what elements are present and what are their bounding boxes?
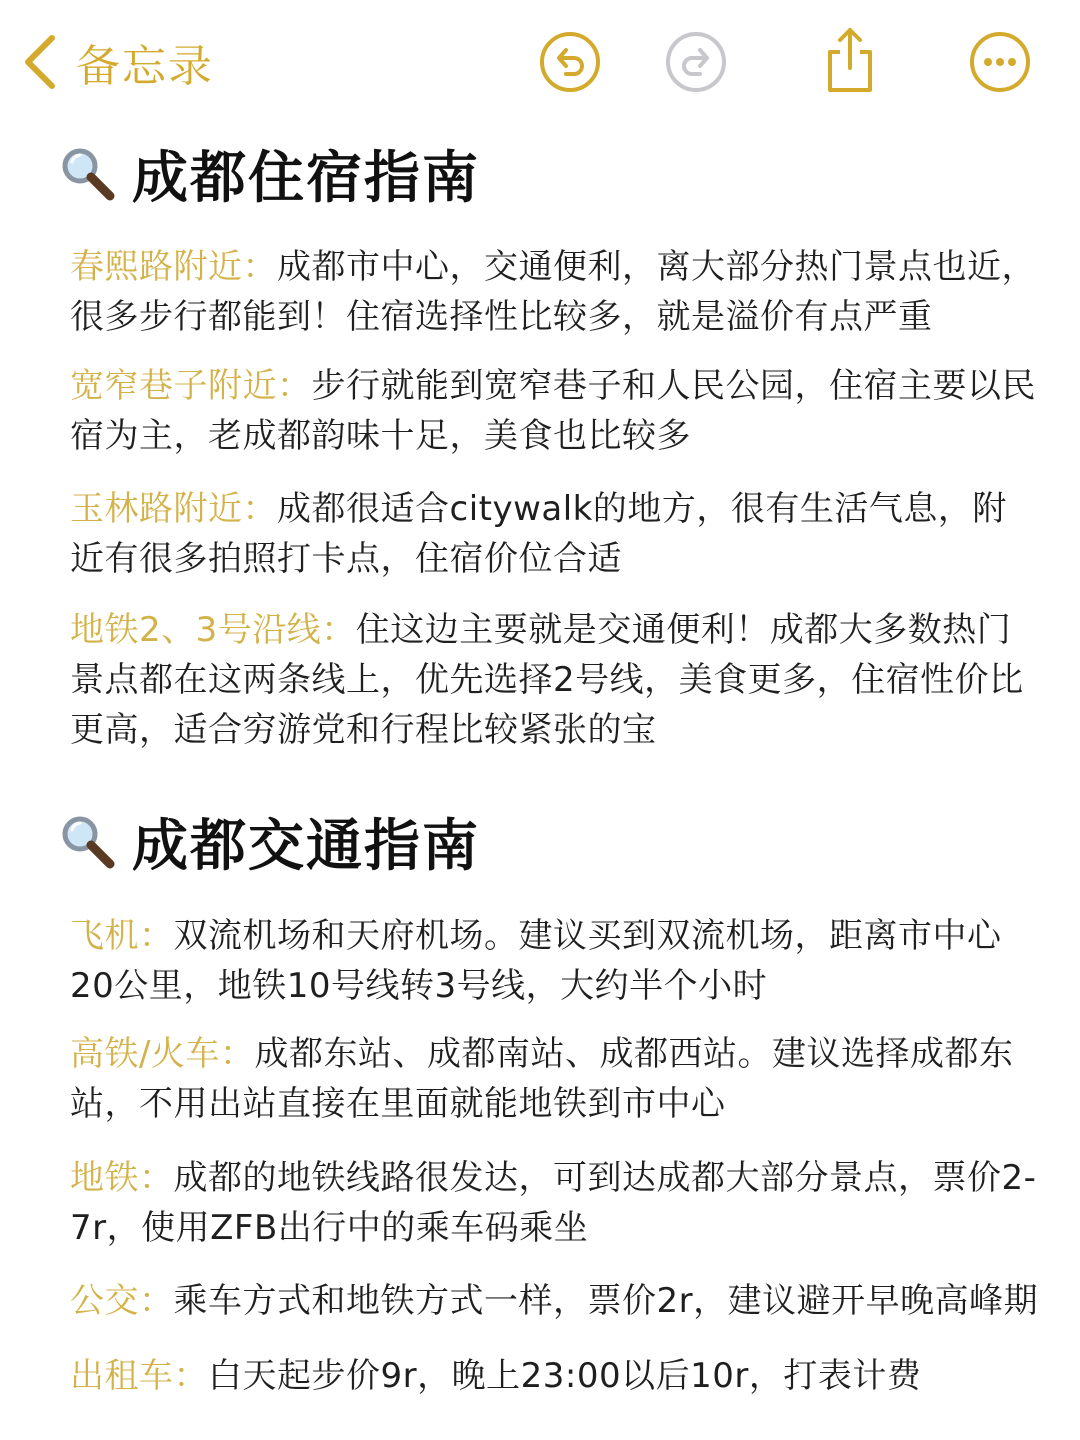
lodging-item [70, 484, 1040, 584]
transport-item [70, 911, 1040, 1011]
magnifier-icon [58, 144, 118, 204]
more-button[interactable] [968, 30, 1032, 94]
section-title-transport [58, 802, 480, 882]
redo-icon [664, 30, 728, 94]
item-label: 宽窄巷子附近： [70, 366, 312, 406]
item-label: 地铁： [70, 1158, 174, 1198]
item-label: 高铁/火车： [70, 1034, 255, 1074]
top-toolbar [0, 0, 1080, 120]
undo-icon [538, 30, 602, 94]
item-label: 公交： [70, 1281, 174, 1321]
magnifier-icon [58, 812, 118, 872]
item-label: 玉林路附近： [70, 489, 277, 529]
item-text: 住这边主要就是交通便利！成都大多数热门景点都在这两条线上，优先选择2号线，美食更多，住宿性价比更高，适合穷游党和行程比较紧张的宝 [70, 610, 1024, 750]
chevron-left-icon [22, 34, 58, 90]
item-label: 出租车： [70, 1356, 208, 1396]
section-title-text: 成都交通指南 [132, 814, 480, 879]
share-button[interactable] [818, 24, 882, 88]
back-button[interactable] [22, 30, 214, 94]
item-label: 地铁2、3号沿线： [70, 610, 356, 650]
back-label: 备忘录 [76, 41, 214, 92]
transport-item [70, 1029, 1040, 1129]
item-text: 成都的地铁线路很发达，可到达成都大部分景点，票价2-7r，使用ZFB出行中的乘车码乘坐 [70, 1158, 1037, 1248]
item-text: 成都很适合citywalk的地方，很有生活气息，附近有很多拍照打卡点，住宿价位合适 [70, 489, 1007, 579]
item-label: 春熙路附近： [70, 247, 277, 287]
item-label: 飞机： [70, 916, 174, 956]
lodging-item [70, 361, 1040, 461]
item-text: 成都东站、成都南站、成都西站。建议选择成都东站，不用出站直接在里面就能地铁到市中心 [70, 1034, 1014, 1124]
undo-button[interactable] [538, 30, 602, 94]
transport-item [70, 1153, 1040, 1253]
transport-item [70, 1276, 1060, 1326]
section-title-text: 成都住宿指南 [132, 146, 480, 211]
redo-button[interactable] [664, 30, 728, 94]
section-title-lodging [58, 134, 480, 214]
lodging-item [70, 605, 1040, 755]
item-text: 白天起步价9r，晚上23:00以后10r，打表计费 [208, 1356, 922, 1396]
item-text: 双流机场和天府机场。建议买到双流机场，距离市中心20公里，地铁10号线转3号线，大约半个小时 [70, 916, 1002, 1006]
transport-item [70, 1351, 1040, 1401]
item-text: 成都市中心，交通便利，离大部分热门景点也近，很多步行都能到！住宿选择性比较多，就是溢价有点严重 [70, 247, 1036, 337]
share-icon [818, 24, 882, 96]
item-text: 乘车方式和地铁方式一样，票价2r，建议避开早晚高峰期 [173, 1281, 1039, 1321]
more-icon [968, 30, 1032, 94]
lodging-item [70, 242, 1040, 342]
item-text: 步行就能到宽窄巷子和人民公园，住宿主要以民宿为主，老成都韵味十足，美食也比较多 [70, 366, 1036, 456]
